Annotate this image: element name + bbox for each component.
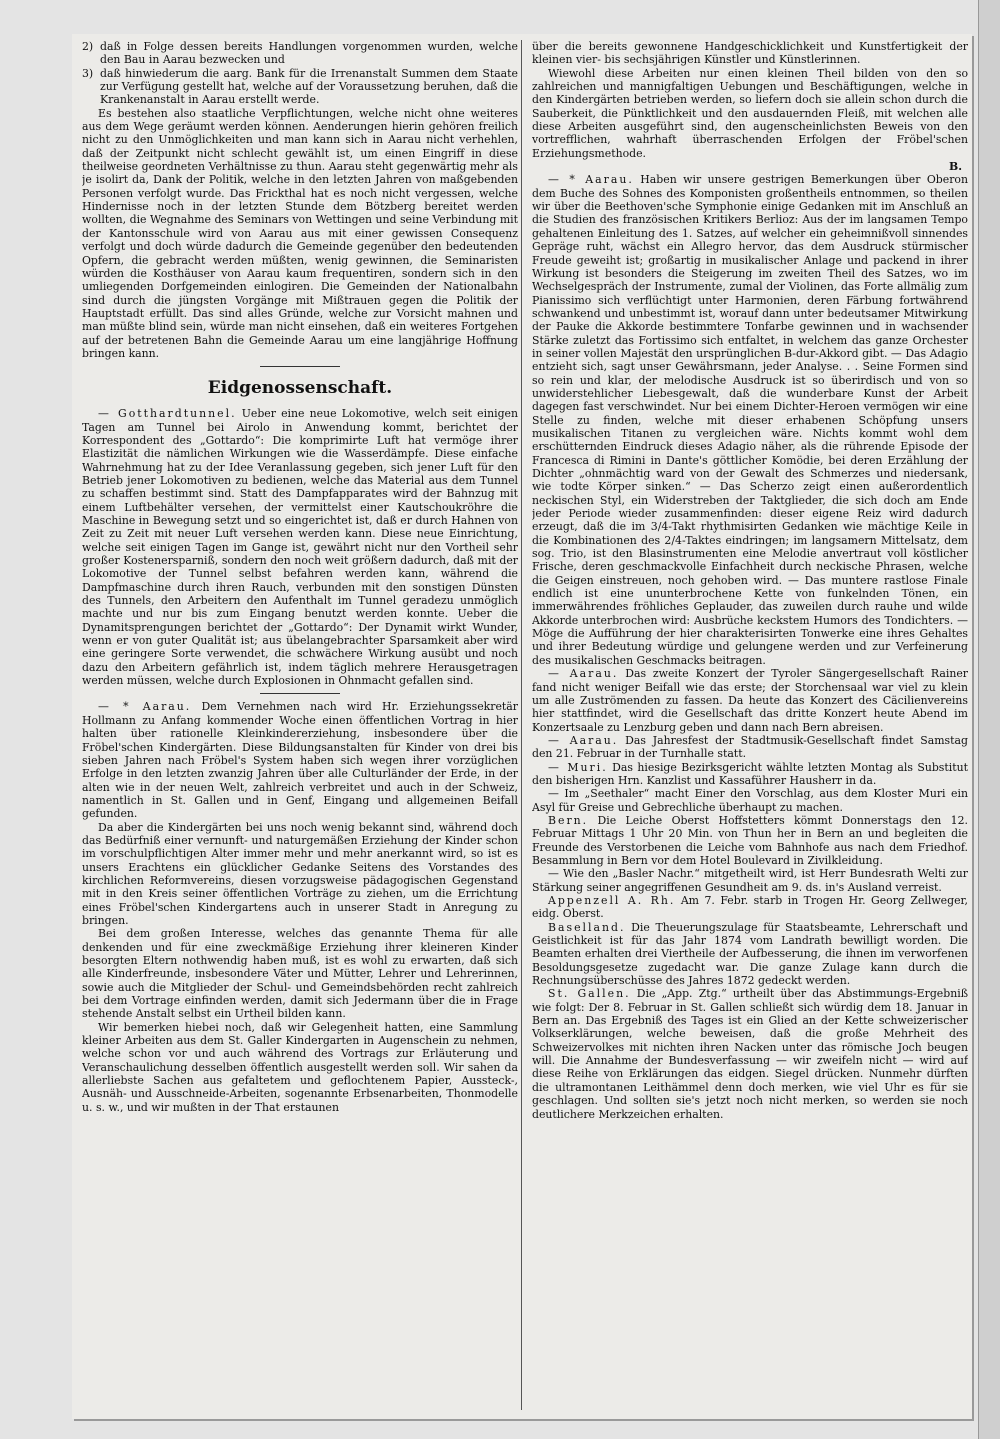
article-text: Dem Vernehmen nach wird Hr. Erziehungssekretär Hollmann zu Anfang kommender Woche einen öffentlichen Vortrag in hier halten über rationelle Kleinkindererziehung, insbesondere über die Fröbel'schen Kindergärten. Diese Bildungsanstalten für Kinder von drei bis sieben Jahren nach Fröbel's System haben sich wegen ihrer vorzüglichen Erfolge in den letzten zwanzig Jahren über alle Culturländer der Erde, in der alten wie in der neuen Welt, zahlreich verbreitet und auch in der Schweiz, namentlich in St. Gallen und in Genf, Eingang und allgemeinen Beifall gefunden. [82,700,518,821]
article-appenzell [532,894,968,921]
newspaper-page [72,34,972,1419]
right-column [532,40,968,1410]
dateline: — Aarau. [548,733,619,747]
article-basler: — Wie den „Basler Nachr.“ mitgetheilt wird, ist Herr Bundesrath Welti zur Stärkung seiner angegriffenen Gesundheit am 9. ds. in's Ausland verreist. [532,867,968,894]
item-text: daß in Folge dessen bereits Handlungen vorgenommen wurden, welche den Bau in Aarau bezwecken und [100,40,518,67]
article-text: Am 7. Febr. starb in Trogen Hr. Georg Zellweger, eidg. Oberst. [532,894,968,921]
column-rule [521,40,522,1410]
author-signature: B. [949,160,962,174]
dateline: — Im [548,787,580,801]
article-text: „Seethaler“ macht Einer den Vorschlag, aus dem Kloster Muri ein Asyl für Greise und Gebrechliche überhaupt zu machen. [532,787,968,814]
article-gotthard [82,407,518,687]
dateline: — * Aarau. [548,173,634,187]
article-tyrol [532,667,968,734]
dateline: — Aarau. [548,667,619,681]
section-title: Eidgenossenschaft. [207,378,393,399]
section-divider [260,366,340,367]
dateline: Bern. [548,813,589,827]
left-column [82,40,518,1410]
item-number: 3) [82,66,94,80]
article-text: Die Leiche Oberst Hoffstetters kömmt Donnerstags den 12. Februar Mittags 1 Uhr 20 Min. von Thun her in Bern an und begleiten die Freunde des Verstorbenen die Leiche vom Bahnhofe aus nach dem Friedhof. Besammlung in Bern vor dem Hotel Boulevard in Zivilkleidung. [532,813,968,867]
dateline: Appenzell A. Rh. [548,894,676,907]
scan-edge [978,0,1000,1439]
article-stgallen [532,987,968,1120]
article-stadtmusik [532,734,968,761]
article-bern [532,814,968,867]
dateline: Baselland. [548,920,626,934]
article-text: Haben wir unsere gestrigen Bemerkungen über Oberon dem Buche des Sohnes des Komponisten großentheils entnommen, so theilen wir über die Beethoven'sche Symphonie einige Gedanken mit im Anschluß an die Studien des französischen Kritikers Berlioz: Aus der im langsamen Tempo gehaltenen Einleitung des 1. Satzes, auf welcher ein geheimnißvoll sinnendes Gepräge ruht, wächst ein Allegro hervor, das dem Ausdruck stürmischer Freude geweiht ist; großartig in musikalischer Anlage und packend in ihrer Wirkung ist besonders die Steigerung im zweiten Theil des Satzes, wo im Wechselgespräch der Instrumente, zumal der Violinen, das Forte allmälig zum Pianissimo sich verflüchtigt unter Harmonien, deren Färbung fortwährend schwankend und unbestimmt ist, worauf dann unter bedeutsamer Mitwirkung der Pauke die Akkorde bestimmtere Tonfarbe gewinnen und in wachsender Stärke zuletzt das Fortissimo sich entfaltet, in welchem das ganze Orchester in seiner vollen Majestät den ursprünglichen B-dur-Akkord gibt. — Das Adagio entzieht sich, sagt unser Gewährsmann, jeder Analyse. . . Seine Formen sind so rein und klar, der melodische Ausdruck ist so überirdisch und von so unwiderstehlicher Liebesgewalt, daß die wunderbare Kunst der Arbeit dagegen fast verschwindet. Nur bei einem Dichter-Heroen vermögen wir eine Stelle zu finden, welche mit dieser erhabenen Schöpfung unsers musikalischen Titanen zu vergleichen wäre. Nichts kommt wohl dem erschütternden Eindruck dieses Adagio näher, als die rührende Episode der Francesca di Rimini in Dante's göttlicher Komödie, bei deren Erzählung der Dichter „ohnmächtig ward von der Gewalt des Schmerzes und niedersank, wie todte Körper sinken.“ — Das Scherzo zeigt einen außerordentlich neckischen Styl, ein Widerstreben der Taktglieder, die sich doch am Ende jeder Periode wieder zusammenfinden: dieser eigene Reiz wird dadurch erzeugt, daß die im 3/4-Takt rhythmisirten Gedanken wie mächtige Keile in die Kombinationen des 2/4-Taktes eindringen; im langsamern Mittelsatz, dem sog. Trio, ist den Blasinstrumenten eine Melodie anvertraut voll köstlicher Frische, deren geschmackvolle Einfachheit durch neckische Phrasen, welche die Geigen einstreuen, noch gehoben wird. — Das muntere rastlose Finale endlich ist eine ununterbrochene Kette von funkelnden Tönen, ein immerwährendes fröhliches Geplauder, das zuweilen durch rauhe und wilde Akkorde unterbrochen wird: Ausbrüche keckstem Humors des Tondichters. — Möge die Aufführung der hier charakterisirten Tonwerke eine ihres Gehaltes und ihrer Bedeutung würdige und gelungene werden und zur Verfeinerung des musikalischen Geschmacks beitragen. [532,173,968,667]
article-seethaler [532,787,968,814]
article-text: Die Theuerungszulage für Staatsbeamte, Lehrerschaft und Geistlichkeit ist für das Jahr 1874 vom Landrath bewilligt worden. Die Beamten erhalten drei Viertheile der Aufbesserung, die ihnen im verworfenen Besoldungsgesetze zugedacht war. Die ganze Zulage kann durch die Rechnungsüberschüsse des Jahres 1872 gedeckt werden. [532,920,968,988]
paragraph: Da aber die Kindergärten bei uns noch wenig bekannt sind, während doch das Bedürfniß einer vernunft- und naturgemäßen Erziehung der Kinder schon im vorschulpflichtigen Alter immer mehr und mehr anerkannt wird, so ist es unsers Erachtens ein glücklicher Gedanke Seitens des Vorstandes des kirchlichen Reformvereins, diesen vorzugsweise pädagogischen Gegenstand mit in den Kreis seiner öffentlichen Vorträge zu ziehen, um die Errichtung eines Fröbel'schen Kindergartens auch in unserer Stadt in Anregung zu bringen. [82,820,518,927]
article-symphony [532,173,968,667]
item-text: daß hinwiederum die aarg. Bank für die Irrenanstalt Summen dem Staate zur Verfügung gestellt hat, welche auf der Voraussetzung beruhen, daß die Krankenanstalt in Aarau erstellt werde. [100,66,518,107]
dateline: — Muri. [548,760,608,774]
paragraph: Wiewohl diese Arbeiten nur einen kleinen Theil bilden von den so zahlreichen und mannigfaltigen Uebungen und Beschäftigungen, welche in den Kindergärten betrieben werden, so liefern doch sie allein schon durch die Sauberkeit, die Pünktlichkeit und den ausdauernden Fleiß, mit welchen alle diese Arbeiten ausgeführt sind, den augenscheinlichsten Beweis von den vortrefflichen, wahrhaft überraschenden Erfolgen der Fröbel'schen Erziehungsmethode. [532,66,968,160]
paragraph: Wir bemerken hiebei noch, daß wir Gelegenheit hatten, eine Sammlung kleiner Arbeiten aus dem St. Galler Kindergarten in Augenschein zu nehmen, welche schon vor und auch während des Vortrags zur Erläuterung und Veranschaulichung desselben öffentlich ausgestellt werden soll. Wir sahen da allerliebste Sachen aus gefaltetem und geflochtenem Papier, Aussteck-, Ausnäh- und Ausschneide-Arbeiten, sogenannte Erbsenarbeiten, Thonmodelle u. s. w., und wir mußten in der That erstaunen [82,1020,518,1114]
article-text: Das Jahresfest der Stadtmusik-Gesellschaft findet Samstag den 21. Februar in der Turnhalle statt. [532,733,968,761]
item-number: 2) [82,40,94,53]
list-item [82,40,518,67]
list-item [82,67,518,107]
article-baselland [532,921,968,988]
article-text: Ueber eine neue Lokomotive, welch seit einigen Tagen am Tunnel bei Airolo in Anwendung kommt, berichtet der Korrespondent des „Gottardo“: Die komprimirte Luft hat vermöge ihrer Elastizität die nämlichen Wirkungen wie die Wasserdämpfe. Diese einfache Wahrnehmung hat zu der Idee Veranlassung gegeben, sich jener Luft für den Betrieb jener Lokomotiven zu bedienen, welche das Material aus dem Tunnel zu schaffen bestimmt sind. Statt des Dampfapparates wird der Bahnzug mit einem Luftbehälter versehen, der vermittelst einer Kautschoukröhre die Maschine in Bewegung setzt und so eingerichtet ist, daß er durch Hahnen von Zeit zu Zeit mit neuer Luft versehen werden kann. Diese neue Einrichtung, welche seit einigen Tagen im Gange ist, gewährt nicht nur den Vortheil sehr großer Kostenersparniß, sondern den noch weit größern dadurch, daß mit der Lokomotive der Tunnel selbst befahren werden kann, während die Dampfmaschine durch ihren Rauch, verbunden mit den sonstigen Dünsten des Tunnels, den Arbeitern den Aufenthalt im Tunnel geradezu unmöglich machte und nur bis zum Eingang benutzt werden konnte. Ueber die Dynamitsprengungen berichtet der „Gottardo“: Der Dynamit wirkt Wunder, wenn er von guter Qualität ist; aus übelangebrachter Sparsamkeit aber wird eine geringere Sorte verwendet, die schwächere Wirkung ausübt und noch dazu den Arbeitern gefährlich ist, indem täglich mehrere Herausgetragen werden müssen, welche durch Explosionen in Ohnmacht gefallen sind. [82,407,518,688]
dateline: — * Aarau. [98,700,192,714]
article-divider [260,693,340,694]
article-text: Das hiesige Bezirksgericht wählte letzten Montag als Substitut den bisherigen Hrn. Kanzlist und Kassaführer Hausherr in da. [532,760,968,787]
paragraph: Bei dem großen Interesse, welches das genannte Thema für alle denkenden und für eine zweckmäßige Erziehung ihrer kleineren Kinder besorgten Eltern nothwendig haben muß, ist es wohl zu erwarten, daß sich alle Kinderfreunde, insbesondere Väter und Mütter, Lehrer und Lehrerinnen, sowie auch die Mitglieder der Schul- und Gemeindsbehörden recht zahlreich bei dem Vortrage einfinden werden, damit sich Jedermann über die in Frage stehende Anstalt selbst ein Urtheil bilden kann. [82,927,518,1021]
article-muri [532,761,968,788]
dateline: St. Gallen. [548,987,631,1001]
dateline: — Gotthardtunnel. [98,407,237,421]
article-text: Das zweite Konzert der Tyroler Sängergesellschaft Rainer fand nicht weniger Beifall wie das erste; der Storchensaal war viel zu klein um alle Zuströmenden zu fassen. Da heute das Konzert des Cäcilienvereins hier stattfindet, wird die Gesellschaft das dritte Konzert heute Abend im Konzertsaale zu Lenzburg geben und dann nach Bern abreisen. [532,667,968,734]
paragraph: über die bereits gewonnene Handgeschicklichkeit und Kunstfertigkeit der kleinen vier- bis sechsjährigen Künstler und Künstlerinnen. [532,40,968,67]
article-text: Die „App. Ztg.“ urtheilt über das Abstimmungs-Ergebniß wie folgt: Der 8. Februar in St. Gallen schließt sich würdig dem 18. Januar in Bern an. Das Ergebniß des Tages ist ein Glied an der Kette schweizerischer Volkserklärungen, welche beweisen, daß die große Mehrheit des Schweizervolkes mit nichten ihren Nacken unter das römische Joch beugen will. Die Annahme der Bundesverfassung — wir zweifeln nicht — wird auf diese Reihe von Erklärungen das eidgen. Siegel drücken. Nunmehr dürften die ultramontanen Leithämmel denn doch merken, wie viel Uhr es für sie geschlagen. Und sollten sie's jetzt noch nicht merken, so werden sie noch deutlichere Merkzeichen erhalten. [532,987,968,1121]
article-kindergarten [82,700,518,820]
paragraph-obligations: Es bestehen also staatliche Verpflichtungen, welche nicht ohne weiteres aus dem Wege geräumt werden können. Aenderungen hierin gehören freilich nicht zu den Unmöglichkeiten und man kann sich in Aarau nicht verhehlen, daß der Zeitpunkt nicht schlecht gewählt ist, um einen Eingriff in diese theilweise geordneten Verhältnisse zu thun. Aarau steht gegenwärtig mehr als je isolirt da, Dank der Politik, welche in den letzten Jahren von maßgebenden Personen verfolgt wurde. Das Frickthal hat es noch nicht vergessen, welche Hindernisse noch in der letzten Stunde dem Bötzberg bereitet werden wollten, die Wegnahme des Seminars von Wettingen und seine Verbindung mit der Kantonsschule wird von Aarau aus mit einer gewissen Consequenz verfolgt und doch würde dadurch die Gemeinde gegenüber den bedeutenden Opfern, die gebracht werden müßten, wenig gewinnen, die Seminaristen würden die Kosthäuser von Aarau kaum frequentiren, sondern sich in den umliegenden Dorfgemeinden einlogiren. Die Gemeinden der Nationalbahn sind durch die jüngsten Vorgänge mit Mißtrauen gegen die Politik der Hauptstadt erfüllt. Das sind alles Gründe, welche zur Vorsicht mahnen und man müßte blind sein, würde man nicht einsehen, daß ein weiteres Fortgehen auf der betretenen Bahn die Gemeinde Aarau um eine langjährige Hoffnung bringen kann. [82,106,518,360]
